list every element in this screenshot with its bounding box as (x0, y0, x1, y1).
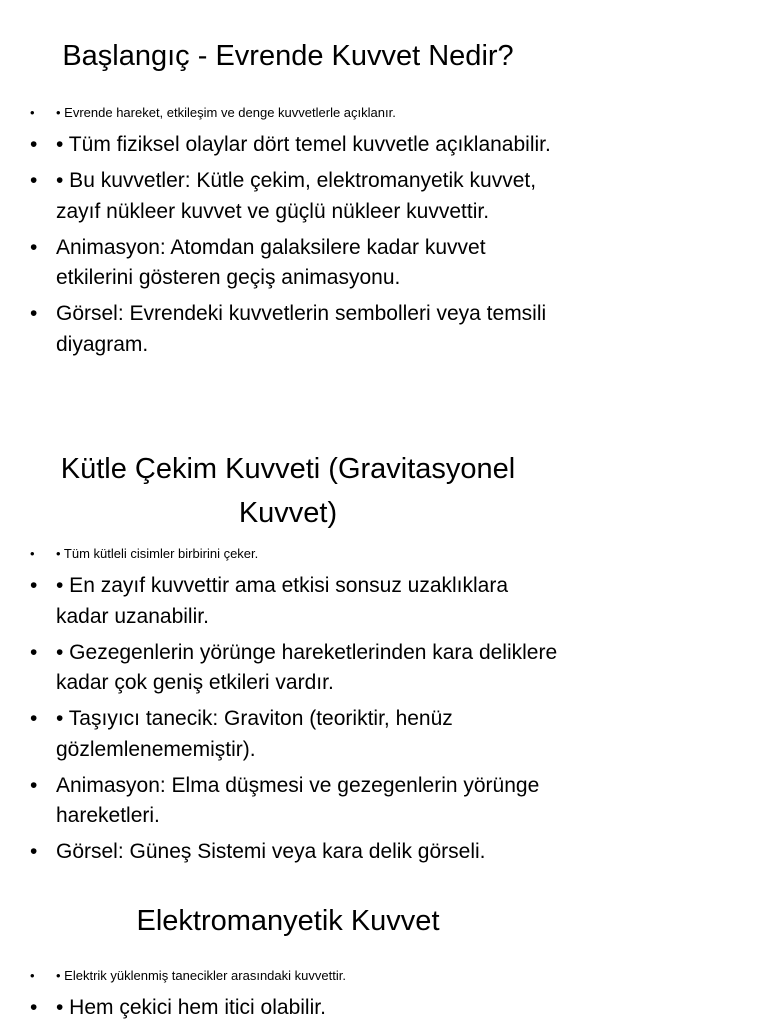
bullet-marker: • (30, 546, 35, 561)
bullet-list (0, 104, 576, 360)
bullet-marker: • (30, 840, 38, 863)
bullet-text: • Hem çekici hem itici olabilir. (56, 996, 326, 1019)
slide-kutle-cekim (0, 447, 576, 873)
bullet-marker: • (30, 169, 38, 192)
bullet-marker: • (30, 235, 38, 259)
bullet-text: Görsel: Güneş Sistemi veya kara delik görseli. (56, 840, 486, 863)
bullet-item (0, 104, 576, 122)
bullet-item (0, 967, 576, 985)
bullet-text: • En zayıf kuvvettir ama etkisi sonsuz uzaklıklara kadar uzanabilir. (56, 574, 509, 628)
bullet-text: • Tüm kütleli cisimler birbirini çeker. (56, 546, 259, 561)
bullet-text: • Tüm fiziksel olaylar dört temel kuvvetle açıklanabilir. (56, 133, 551, 156)
bullet-item (0, 704, 576, 765)
bullet-item (0, 166, 576, 227)
bullet-marker: • (30, 996, 38, 1019)
bullet-text: • Bu kuvvetler: Kütle çekim, elektromanyetik kuvvet, zayıf nükleer kuvvet ve güçlü nükleer kuvvettir. (56, 169, 537, 223)
bullet-list (0, 967, 576, 1024)
bullet-text: Görsel: Evrendeki kuvvetlerin sembolleri veya temsili diyagram. (56, 302, 547, 356)
bullet-item (0, 993, 576, 1024)
bullet-text: Animasyon: Atomdan galaksilere kadar kuvvet etkilerini gösteren geçiş animasyonu. (56, 235, 486, 289)
bullet-text: • Elektrik yüklenmiş tanecikler arasındaki kuvvettir. (56, 968, 346, 983)
bullet-item (0, 545, 576, 563)
bullet-marker: • (30, 707, 38, 730)
bullet-marker: • (30, 968, 35, 983)
bullet-item (0, 233, 576, 294)
bullet-text: • Gezegenlerin yörünge hareketlerinden kara deliklere kadar çok geniş etkileri vardır. (56, 640, 558, 694)
slide-title: Kütle Çekim Kuvveti (Gravitasyonel Kuvvet) (60, 453, 516, 529)
bullet-marker: • (30, 640, 38, 664)
bullet-marker: • (30, 574, 38, 597)
bullet-marker: • (30, 773, 38, 797)
bullet-item (0, 638, 576, 699)
bullet-text: • Taşıyıcı tanecik: Graviton (teoriktir, henüz gözlemlenememiştir). (56, 707, 453, 761)
bullet-marker: • (30, 302, 38, 325)
bullet-list (0, 545, 576, 868)
bullet-text: Animasyon: Elma düşmesi ve gezegenlerin yörünge hareketleri. (56, 773, 540, 827)
bullet-text: • Evrende hareket, etkileşim ve denge kuvvetlerle açıklanır. (56, 105, 396, 120)
bullet-item (0, 571, 576, 632)
slide-baslangic (0, 34, 576, 366)
bullet-marker: • (30, 133, 38, 156)
bullet-item (0, 771, 576, 832)
slide-title: Başlangıç - Evrende Kuvvet Nedir? (62, 40, 514, 72)
bullet-item (0, 130, 576, 161)
bullet-marker: • (30, 105, 35, 120)
slide-title: Elektromanyetik Kuvvet (136, 905, 440, 937)
slide-elektromanyetik (0, 899, 576, 1024)
bullet-item (0, 837, 576, 868)
bullet-item (0, 299, 576, 360)
